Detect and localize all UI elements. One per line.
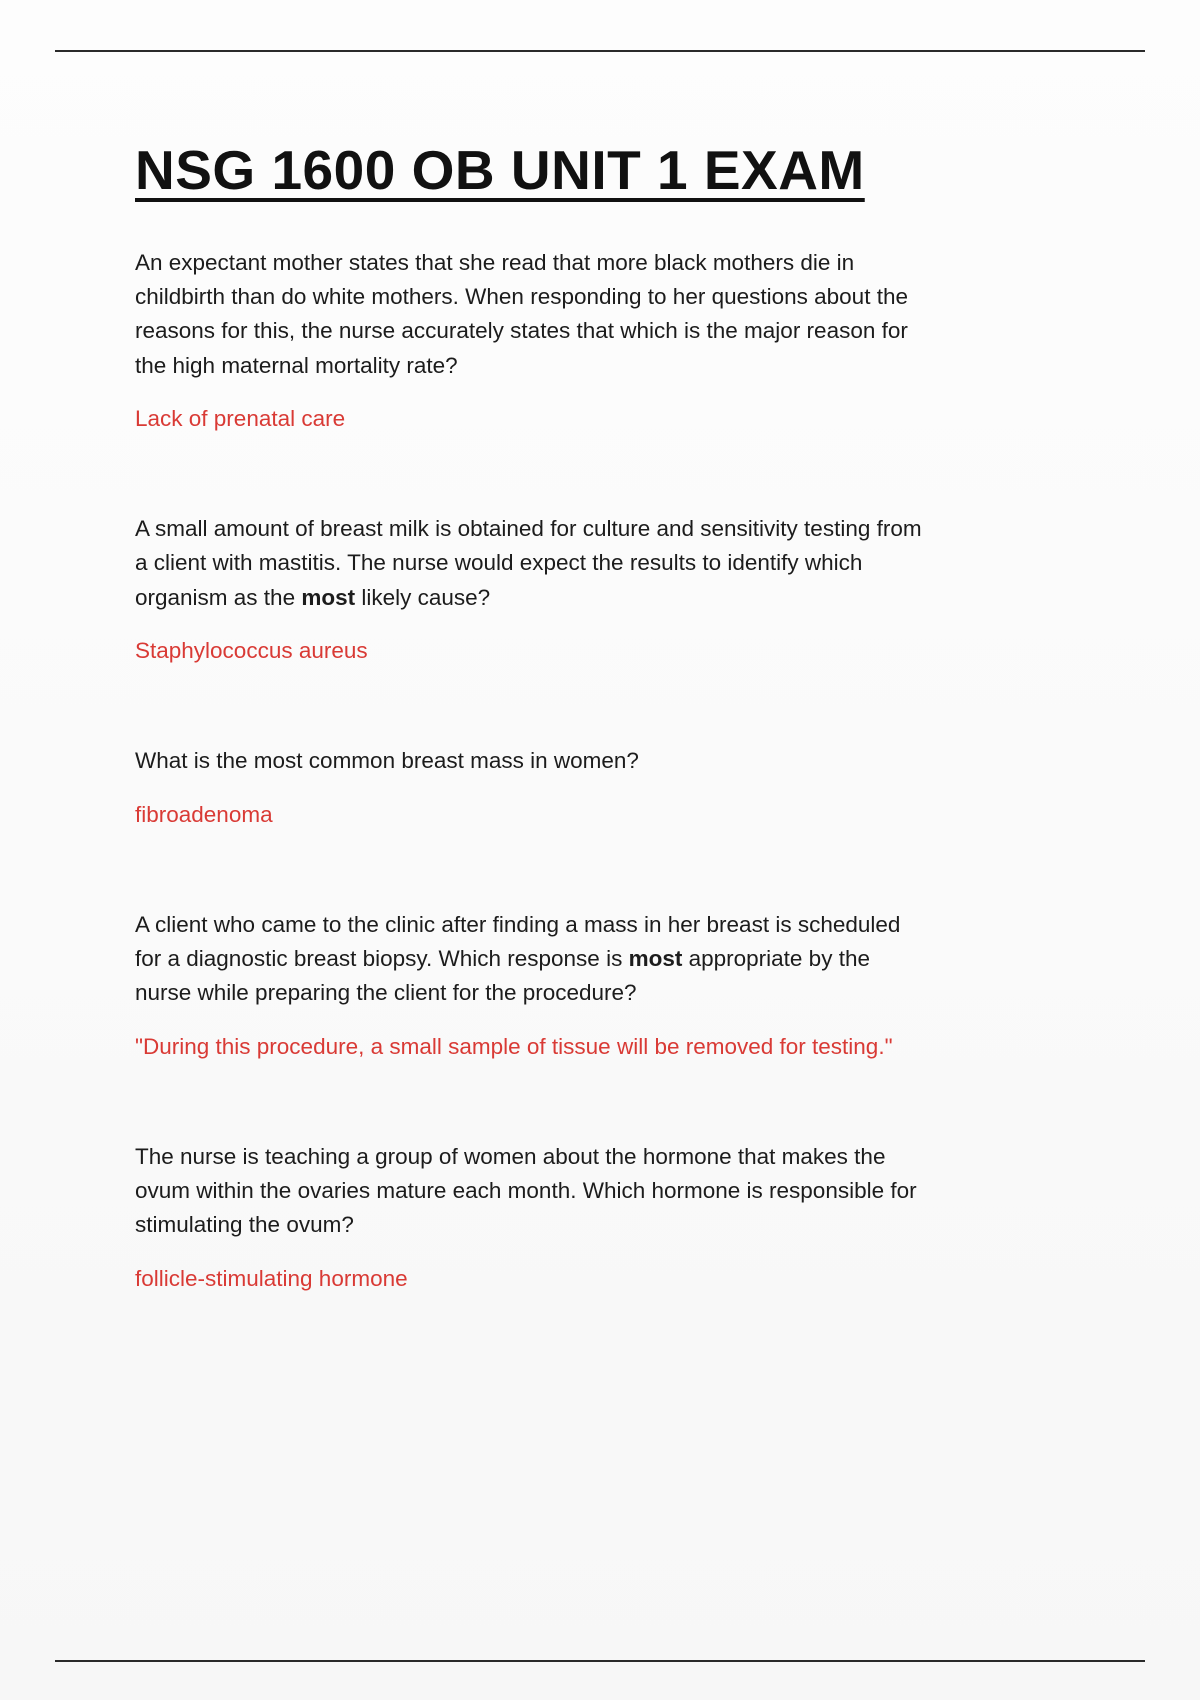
question-text-bold: most	[301, 584, 356, 610]
question-text	[135, 512, 930, 615]
question-text	[135, 744, 930, 778]
question-block	[135, 512, 930, 666]
question-text-pre: What is the most common breast mass in women?	[135, 748, 639, 774]
question-text-post: appropriate by the nurse while preparing the client for the procedure?	[135, 946, 870, 1006]
question-text-bold: most	[628, 946, 683, 972]
question-text-post: likely cause?	[355, 584, 491, 610]
question-text-pre: An expectant mother states that she read that more black mothers die in childbirth than do white mothers. When responding to her questions about the reasons for this, the nurse accurately states that which is the major reason for the high maternal mortality rate?	[135, 250, 908, 378]
answer-text: Lack of prenatal care	[135, 405, 346, 431]
answer-text: fibroadenoma	[135, 801, 273, 827]
answer-text: Staphylococcus aureus	[135, 637, 368, 663]
question-text-pre: The nurse is teaching a group of women about the hormone that makes the ovum within the ovaries mature each month. Which hormone is responsible for stimulating the ovum?	[135, 1144, 917, 1238]
question-block	[135, 246, 930, 434]
question-text	[135, 246, 930, 383]
question-text	[135, 908, 930, 1011]
answer-text: "During this procedure, a small sample of tissue will be removed for testing."	[135, 1033, 893, 1059]
question-block	[135, 908, 930, 1062]
bottom-divider	[55, 1660, 1145, 1662]
top-divider	[55, 50, 1145, 52]
question-block	[135, 744, 930, 830]
answer-text: follicle-stimulating hormone	[135, 1265, 408, 1291]
question-text	[135, 1140, 930, 1243]
page-title: NSG 1600 OB UNIT 1 EXAM	[135, 139, 865, 201]
question-text-pre: A client who came to the clinic after finding a mass in her breast is scheduled for a diagnostic breast biopsy. Which response is	[135, 912, 901, 972]
question-text-pre: A small amount of breast milk is obtained for culture and sensitivity testing from a client with mastitis. The nurse would expect the results to identify which organism as the	[135, 516, 922, 610]
question-block	[135, 1140, 930, 1294]
